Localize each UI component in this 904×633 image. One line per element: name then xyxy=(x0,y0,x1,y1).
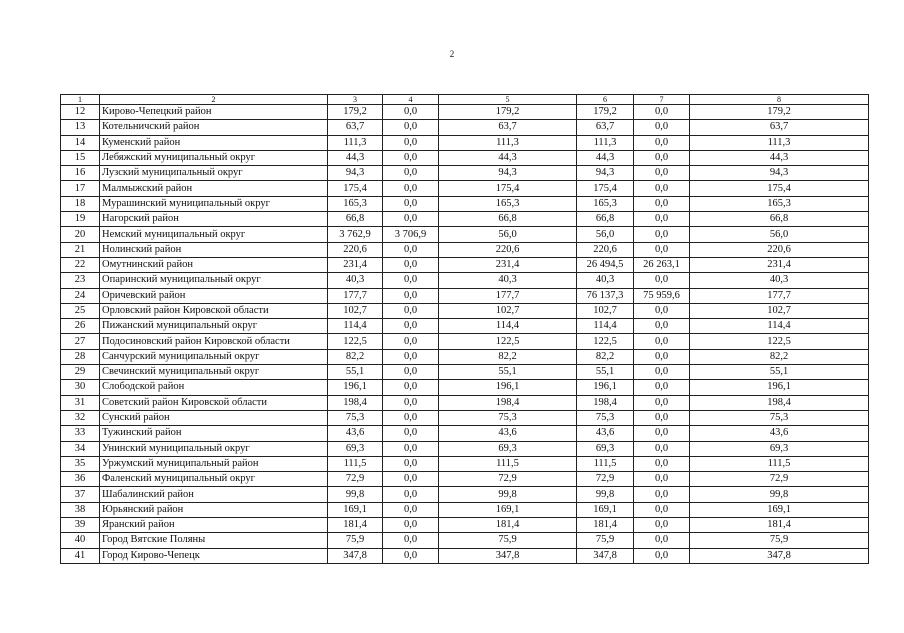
table-row xyxy=(61,273,869,288)
value-cell: 0,0 xyxy=(634,349,690,364)
value-cell: 66,8 xyxy=(577,212,634,227)
value-cell: 63,7 xyxy=(328,120,383,135)
district-name-cell: Нагорский район xyxy=(100,212,328,227)
value-cell: 114,4 xyxy=(328,319,383,334)
district-name-cell: Сунский район xyxy=(100,410,328,425)
value-cell: 0,0 xyxy=(383,472,439,487)
value-cell: 220,6 xyxy=(439,242,577,257)
value-cell: 94,3 xyxy=(439,166,577,181)
value-cell: 76 137,3 xyxy=(577,288,634,303)
value-cell: 66,8 xyxy=(439,212,577,227)
value-cell: 0,0 xyxy=(634,380,690,395)
value-cell: 56,0 xyxy=(577,227,634,242)
value-cell: 0,0 xyxy=(634,303,690,318)
value-cell: 111,3 xyxy=(439,135,577,150)
value-cell: 175,4 xyxy=(328,181,383,196)
value-cell: 179,2 xyxy=(439,105,577,120)
value-cell: 0,0 xyxy=(383,257,439,272)
column-number-cell: 8 xyxy=(690,95,869,105)
value-cell: 196,1 xyxy=(328,380,383,395)
value-cell: 66,8 xyxy=(328,212,383,227)
value-cell: 181,4 xyxy=(328,518,383,533)
district-name-cell: Немский муниципальный округ xyxy=(100,227,328,242)
value-cell: 181,4 xyxy=(439,518,577,533)
row-number-cell: 34 xyxy=(61,441,100,456)
value-cell: 175,4 xyxy=(577,181,634,196)
value-cell: 0,0 xyxy=(383,502,439,517)
value-cell: 56,0 xyxy=(690,227,869,242)
value-cell: 0,0 xyxy=(634,533,690,548)
value-cell: 198,4 xyxy=(328,395,383,410)
value-cell: 169,1 xyxy=(577,502,634,517)
value-cell: 347,8 xyxy=(328,548,383,563)
table-row xyxy=(61,319,869,334)
district-name-cell: Слободской район xyxy=(100,380,328,395)
value-cell: 56,0 xyxy=(439,227,577,242)
value-cell: 0,0 xyxy=(634,426,690,441)
row-number-cell: 39 xyxy=(61,518,100,533)
value-cell: 0,0 xyxy=(634,441,690,456)
value-cell: 102,7 xyxy=(439,303,577,318)
value-cell: 0,0 xyxy=(383,395,439,410)
value-cell: 0,0 xyxy=(383,487,439,502)
value-cell: 69,3 xyxy=(690,441,869,456)
value-cell: 82,2 xyxy=(439,349,577,364)
value-cell: 99,8 xyxy=(577,487,634,502)
district-name-cell: Лузский муниципальный округ xyxy=(100,166,328,181)
value-cell: 114,4 xyxy=(577,319,634,334)
value-cell: 0,0 xyxy=(383,303,439,318)
value-cell: 63,7 xyxy=(690,120,869,135)
row-number-cell: 12 xyxy=(61,105,100,120)
value-cell: 0,0 xyxy=(634,242,690,257)
value-cell: 111,5 xyxy=(439,456,577,471)
row-number-cell: 13 xyxy=(61,120,100,135)
value-cell: 0,0 xyxy=(383,196,439,211)
value-cell: 94,3 xyxy=(577,166,634,181)
value-cell: 72,9 xyxy=(577,472,634,487)
table-row xyxy=(61,456,869,471)
value-cell: 69,3 xyxy=(439,441,577,456)
value-cell: 69,3 xyxy=(577,441,634,456)
table-row xyxy=(61,242,869,257)
value-cell: 0,0 xyxy=(634,273,690,288)
district-name-cell: Малмыжский район xyxy=(100,181,328,196)
value-cell: 69,3 xyxy=(328,441,383,456)
district-name-cell: Котельничский район xyxy=(100,120,328,135)
row-number-cell: 14 xyxy=(61,135,100,150)
value-cell: 177,7 xyxy=(439,288,577,303)
value-cell: 0,0 xyxy=(634,181,690,196)
value-cell: 43,6 xyxy=(577,426,634,441)
value-cell: 0,0 xyxy=(634,120,690,135)
table-row xyxy=(61,135,869,150)
value-cell: 220,6 xyxy=(690,242,869,257)
district-name-cell: Лебяжский муниципальный округ xyxy=(100,150,328,165)
district-name-cell: Фаленский муниципальный округ xyxy=(100,472,328,487)
value-cell: 0,0 xyxy=(634,135,690,150)
column-number-cell: 1 xyxy=(61,95,100,105)
column-number-cell: 3 xyxy=(328,95,383,105)
value-cell: 347,8 xyxy=(439,548,577,563)
value-cell: 82,2 xyxy=(577,349,634,364)
district-name-cell: Подосиновский район Кировской области xyxy=(100,334,328,349)
value-cell: 175,4 xyxy=(439,181,577,196)
table-row xyxy=(61,365,869,380)
table-row xyxy=(61,395,869,410)
table-row xyxy=(61,518,869,533)
value-cell: 111,5 xyxy=(577,456,634,471)
district-name-cell: Опаринский муниципальный округ xyxy=(100,273,328,288)
value-cell: 75,9 xyxy=(439,533,577,548)
value-cell: 94,3 xyxy=(690,166,869,181)
table-row xyxy=(61,288,869,303)
value-cell: 44,3 xyxy=(328,150,383,165)
value-cell: 347,8 xyxy=(577,548,634,563)
value-cell: 75,9 xyxy=(328,533,383,548)
district-name-cell: Оричевский район xyxy=(100,288,328,303)
value-cell: 0,0 xyxy=(634,334,690,349)
value-cell: 165,3 xyxy=(577,196,634,211)
value-cell: 0,0 xyxy=(383,166,439,181)
district-name-cell: Куменский район xyxy=(100,135,328,150)
value-cell: 43,6 xyxy=(690,426,869,441)
row-number-cell: 17 xyxy=(61,181,100,196)
value-cell: 3 762,9 xyxy=(328,227,383,242)
value-cell: 0,0 xyxy=(383,380,439,395)
value-cell: 0,0 xyxy=(383,181,439,196)
value-cell: 179,2 xyxy=(577,105,634,120)
value-cell: 0,0 xyxy=(383,120,439,135)
value-cell: 165,3 xyxy=(439,196,577,211)
value-cell: 0,0 xyxy=(634,212,690,227)
row-number-cell: 26 xyxy=(61,319,100,334)
row-number-cell: 27 xyxy=(61,334,100,349)
value-cell: 196,1 xyxy=(439,380,577,395)
row-number-cell: 29 xyxy=(61,365,100,380)
value-cell: 111,3 xyxy=(577,135,634,150)
row-number-cell: 41 xyxy=(61,548,100,563)
table-row xyxy=(61,349,869,364)
value-cell: 0,0 xyxy=(383,441,439,456)
row-number-cell: 28 xyxy=(61,349,100,364)
value-cell: 231,4 xyxy=(328,257,383,272)
value-cell: 63,7 xyxy=(577,120,634,135)
value-cell: 94,3 xyxy=(328,166,383,181)
district-name-cell: Тужинский район xyxy=(100,426,328,441)
table-row xyxy=(61,212,869,227)
row-number-cell: 30 xyxy=(61,380,100,395)
value-cell: 75,3 xyxy=(577,410,634,425)
table-row xyxy=(61,150,869,165)
value-cell: 0,0 xyxy=(383,105,439,120)
row-number-cell: 37 xyxy=(61,487,100,502)
value-cell: 177,7 xyxy=(690,288,869,303)
value-cell: 0,0 xyxy=(634,502,690,517)
value-cell: 220,6 xyxy=(328,242,383,257)
value-cell: 72,9 xyxy=(690,472,869,487)
value-cell: 165,3 xyxy=(328,196,383,211)
district-name-cell: Мурашинский муниципальный округ xyxy=(100,196,328,211)
district-name-cell: Санчурский муниципальный округ xyxy=(100,349,328,364)
table-row xyxy=(61,181,869,196)
value-cell: 0,0 xyxy=(634,319,690,334)
district-name-cell: Нолинский район xyxy=(100,242,328,257)
value-cell: 0,0 xyxy=(383,150,439,165)
value-cell: 43,6 xyxy=(439,426,577,441)
value-cell: 75,3 xyxy=(690,410,869,425)
value-cell: 0,0 xyxy=(634,166,690,181)
district-name-cell: Уржумский муниципальный район xyxy=(100,456,328,471)
value-cell: 72,9 xyxy=(328,472,383,487)
value-cell: 0,0 xyxy=(383,410,439,425)
value-cell: 40,3 xyxy=(690,273,869,288)
value-cell: 0,0 xyxy=(634,472,690,487)
value-cell: 0,0 xyxy=(634,410,690,425)
value-cell: 0,0 xyxy=(383,456,439,471)
value-cell: 347,8 xyxy=(690,548,869,563)
value-cell: 0,0 xyxy=(634,227,690,242)
column-number-cell: 2 xyxy=(100,95,328,105)
column-number-cell: 6 xyxy=(577,95,634,105)
row-number-cell: 38 xyxy=(61,502,100,517)
value-cell: 122,5 xyxy=(439,334,577,349)
value-cell: 198,4 xyxy=(577,395,634,410)
value-cell: 0,0 xyxy=(634,395,690,410)
district-name-cell: Пижанский муниципальный округ xyxy=(100,319,328,334)
value-cell: 198,4 xyxy=(439,395,577,410)
district-name-cell: Город Кирово-Чепецк xyxy=(100,548,328,563)
row-number-cell: 20 xyxy=(61,227,100,242)
value-cell: 26 494,5 xyxy=(577,257,634,272)
value-cell: 220,6 xyxy=(577,242,634,257)
row-number-cell: 25 xyxy=(61,303,100,318)
district-name-cell: Омутнинский район xyxy=(100,257,328,272)
value-cell: 177,7 xyxy=(328,288,383,303)
value-cell: 0,0 xyxy=(383,319,439,334)
value-cell: 0,0 xyxy=(634,196,690,211)
table-body xyxy=(61,95,869,564)
row-number-cell: 31 xyxy=(61,395,100,410)
value-cell: 0,0 xyxy=(634,456,690,471)
value-cell: 44,3 xyxy=(439,150,577,165)
value-cell: 75,3 xyxy=(439,410,577,425)
value-cell: 122,5 xyxy=(577,334,634,349)
table-row xyxy=(61,334,869,349)
value-cell: 75,9 xyxy=(690,533,869,548)
value-cell: 40,3 xyxy=(328,273,383,288)
value-cell: 55,1 xyxy=(439,365,577,380)
value-cell: 82,2 xyxy=(328,349,383,364)
column-number-row xyxy=(61,95,869,105)
table-row xyxy=(61,166,869,181)
value-cell: 196,1 xyxy=(690,380,869,395)
value-cell: 99,8 xyxy=(690,487,869,502)
row-number-cell: 21 xyxy=(61,242,100,257)
value-cell: 40,3 xyxy=(577,273,634,288)
table-row xyxy=(61,303,869,318)
value-cell: 0,0 xyxy=(383,533,439,548)
value-cell: 26 263,1 xyxy=(634,257,690,272)
row-number-cell: 33 xyxy=(61,426,100,441)
table-row xyxy=(61,502,869,517)
data-table xyxy=(60,94,869,564)
value-cell: 0,0 xyxy=(383,212,439,227)
table-row xyxy=(61,380,869,395)
value-cell: 44,3 xyxy=(577,150,634,165)
district-name-cell: Яранский район xyxy=(100,518,328,533)
value-cell: 0,0 xyxy=(634,365,690,380)
row-number-cell: 16 xyxy=(61,166,100,181)
row-number-cell: 40 xyxy=(61,533,100,548)
value-cell: 0,0 xyxy=(383,518,439,533)
value-cell: 40,3 xyxy=(439,273,577,288)
value-cell: 196,1 xyxy=(577,380,634,395)
table-row xyxy=(61,105,869,120)
value-cell: 0,0 xyxy=(383,365,439,380)
value-cell: 175,4 xyxy=(690,181,869,196)
value-cell: 181,4 xyxy=(690,518,869,533)
column-number-cell: 4 xyxy=(383,95,439,105)
value-cell: 0,0 xyxy=(383,548,439,563)
table-row xyxy=(61,426,869,441)
table-row xyxy=(61,548,869,563)
value-cell: 0,0 xyxy=(383,135,439,150)
value-cell: 44,3 xyxy=(690,150,869,165)
table-row xyxy=(61,533,869,548)
value-cell: 0,0 xyxy=(634,487,690,502)
column-number-cell: 7 xyxy=(634,95,690,105)
value-cell: 0,0 xyxy=(634,548,690,563)
row-number-cell: 24 xyxy=(61,288,100,303)
value-cell: 0,0 xyxy=(383,288,439,303)
value-cell: 99,8 xyxy=(328,487,383,502)
district-name-cell: Город Вятские Поляны xyxy=(100,533,328,548)
value-cell: 75,9 xyxy=(577,533,634,548)
row-number-cell: 36 xyxy=(61,472,100,487)
row-number-cell: 35 xyxy=(61,456,100,471)
value-cell: 63,7 xyxy=(439,120,577,135)
table-row xyxy=(61,441,869,456)
table-row xyxy=(61,472,869,487)
row-number-cell: 22 xyxy=(61,257,100,272)
district-name-cell: Свечинский муниципальный округ xyxy=(100,365,328,380)
value-cell: 3 706,9 xyxy=(383,227,439,242)
value-cell: 0,0 xyxy=(634,105,690,120)
value-cell: 179,2 xyxy=(690,105,869,120)
district-name-cell: Шабалинский район xyxy=(100,487,328,502)
value-cell: 55,1 xyxy=(328,365,383,380)
value-cell: 114,4 xyxy=(439,319,577,334)
value-cell: 102,7 xyxy=(577,303,634,318)
page-number: 2 xyxy=(449,49,455,59)
value-cell: 75,3 xyxy=(328,410,383,425)
value-cell: 55,1 xyxy=(577,365,634,380)
row-number-cell: 23 xyxy=(61,273,100,288)
value-cell: 111,3 xyxy=(690,135,869,150)
value-cell: 111,5 xyxy=(328,456,383,471)
table-row xyxy=(61,257,869,272)
value-cell: 181,4 xyxy=(577,518,634,533)
district-name-cell: Орловский район Кировской области xyxy=(100,303,328,318)
column-number-cell: 5 xyxy=(439,95,577,105)
value-cell: 169,1 xyxy=(439,502,577,517)
value-cell: 165,3 xyxy=(690,196,869,211)
district-name-cell: Унинский муниципальный округ xyxy=(100,441,328,456)
value-cell: 111,3 xyxy=(328,135,383,150)
value-cell: 0,0 xyxy=(634,518,690,533)
row-number-cell: 15 xyxy=(61,150,100,165)
district-name-cell: Советский район Кировской области xyxy=(100,395,328,410)
value-cell: 122,5 xyxy=(690,334,869,349)
value-cell: 102,7 xyxy=(328,303,383,318)
value-cell: 55,1 xyxy=(690,365,869,380)
value-cell: 198,4 xyxy=(690,395,869,410)
value-cell: 231,4 xyxy=(439,257,577,272)
value-cell: 72,9 xyxy=(439,472,577,487)
table-row xyxy=(61,487,869,502)
value-cell: 66,8 xyxy=(690,212,869,227)
value-cell: 169,1 xyxy=(328,502,383,517)
value-cell: 102,7 xyxy=(690,303,869,318)
row-number-cell: 18 xyxy=(61,196,100,211)
value-cell: 122,5 xyxy=(328,334,383,349)
row-number-cell: 19 xyxy=(61,212,100,227)
table-row xyxy=(61,410,869,425)
table-row xyxy=(61,120,869,135)
value-cell: 0,0 xyxy=(383,349,439,364)
value-cell: 0,0 xyxy=(634,150,690,165)
value-cell: 82,2 xyxy=(690,349,869,364)
value-cell: 111,5 xyxy=(690,456,869,471)
value-cell: 0,0 xyxy=(383,334,439,349)
value-cell: 43,6 xyxy=(328,426,383,441)
district-name-cell: Кирово-Чепецкий район xyxy=(100,105,328,120)
district-name-cell: Юрьянский район xyxy=(100,502,328,517)
row-number-cell: 32 xyxy=(61,410,100,425)
value-cell: 99,8 xyxy=(439,487,577,502)
table-row xyxy=(61,227,869,242)
value-cell: 231,4 xyxy=(690,257,869,272)
value-cell: 75 959,6 xyxy=(634,288,690,303)
value-cell: 179,2 xyxy=(328,105,383,120)
value-cell: 114,4 xyxy=(690,319,869,334)
value-cell: 0,0 xyxy=(383,426,439,441)
value-cell: 0,0 xyxy=(383,242,439,257)
table-row xyxy=(61,196,869,211)
value-cell: 0,0 xyxy=(383,273,439,288)
value-cell: 169,1 xyxy=(690,502,869,517)
